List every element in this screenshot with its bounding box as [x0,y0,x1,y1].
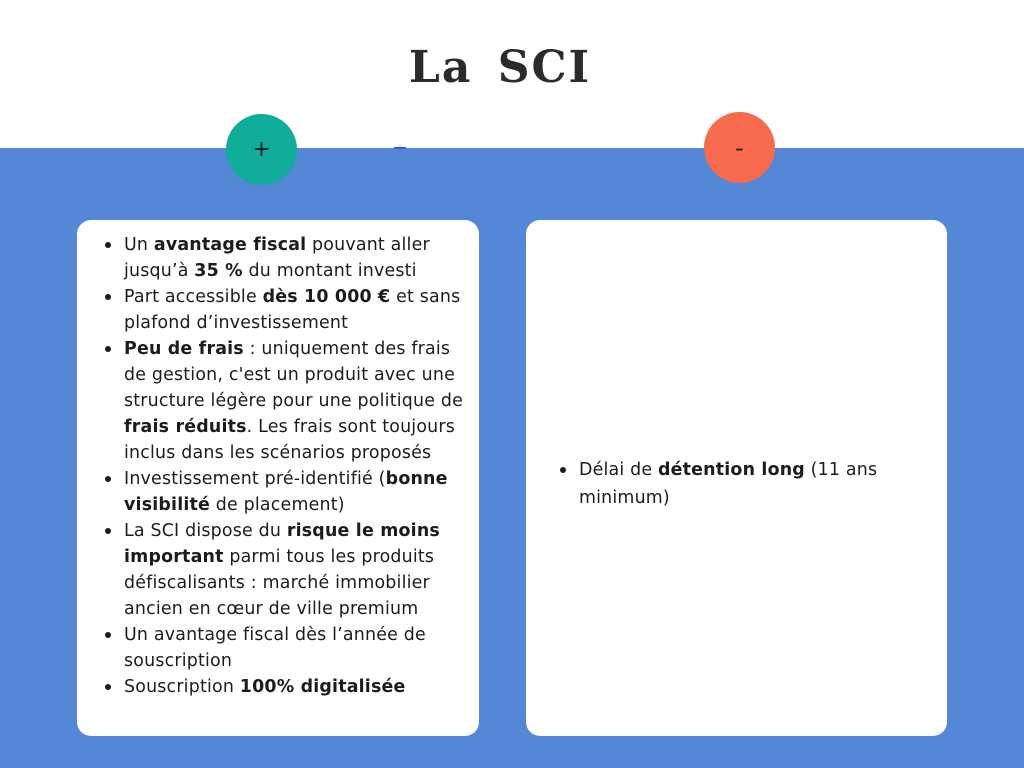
advantage-item: Un avantage fiscal dès l’année de souscription [105,622,465,674]
plus-circle-icon [226,114,297,185]
advantage-item: Investissement pré-identifié (bonne visibilité de placement) [105,466,465,518]
advantage-item: Part accessible dès 10 000 € et sans plafond d’investissement [105,284,465,336]
dash-decoration [394,147,406,149]
minus-circle-icon [704,112,775,183]
advantage-item: Peu de frais : uniquement des frais de gestion, c'est un produit avec une structure légère pour une politique de frais réduits. Les frais sont toujours inclus dans les scénarios proposés [105,336,465,466]
advantage-item: Un avantage fiscal pouvant aller jusqu’à 35 % du montant investi [105,232,465,284]
advantages-list [105,232,465,700]
minus-symbol: - [735,133,744,162]
advantage-item: Souscription 100% digitalisée [105,674,465,700]
page-title: La SCI [408,42,592,93]
disadvantages-list [560,456,919,512]
disadvantage-item: Délai de détention long (11 ans minimum) [560,456,919,512]
plus-symbol: + [252,137,271,162]
advantages-card [77,220,479,736]
disadvantages-card [526,220,947,736]
advantage-item: La SCI dispose du risque le moins important parmi tous les produits défiscalisants : marché immobilier ancien en cœur de ville premium [105,518,465,622]
